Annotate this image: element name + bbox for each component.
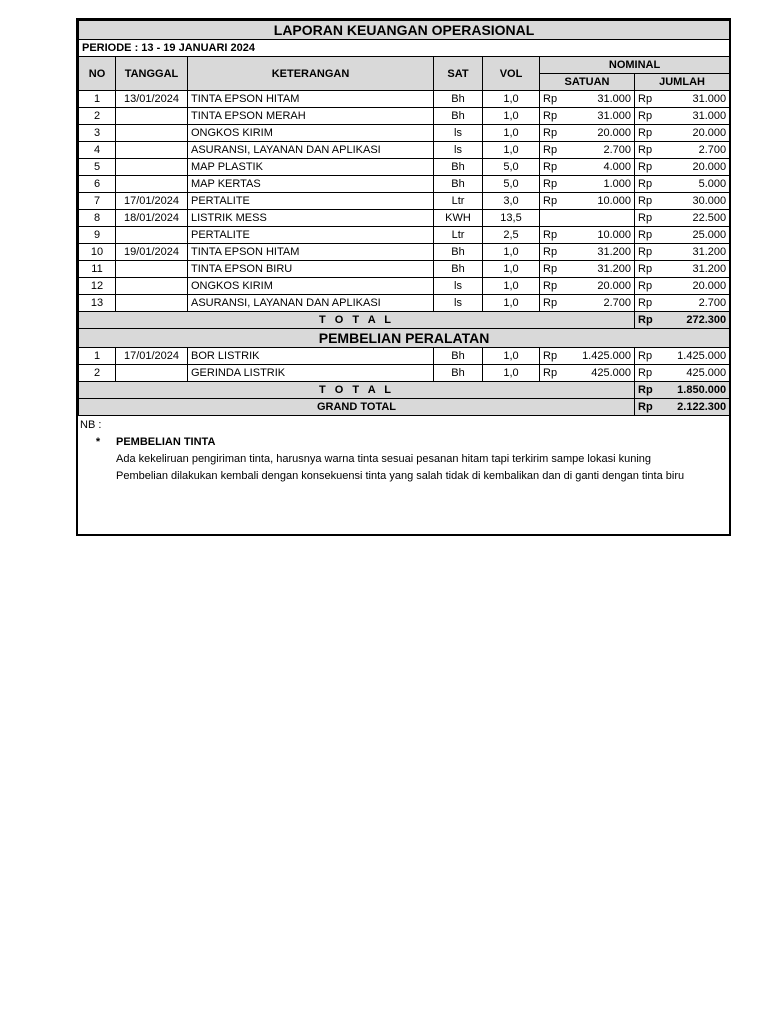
row-unit: ls: [434, 142, 483, 159]
table-row: [79, 125, 730, 142]
row-satuan-value: [569, 210, 635, 227]
row-jumlah-currency: Rp: [635, 125, 664, 142]
row-satuan-currency: Rp: [540, 125, 569, 142]
row-jumlah-currency: Rp: [635, 261, 664, 278]
peralatan-rows: [79, 348, 730, 382]
row-date: [116, 261, 188, 278]
row-satuan-currency: Rp: [540, 159, 569, 176]
report-period: PERIODE : 13 - 19 JANUARI 2024: [79, 40, 730, 57]
row-description: TINTA EPSON HITAM: [188, 244, 434, 261]
row-satuan-value: 31.200: [569, 244, 635, 261]
row-description: BOR LISTRIK: [188, 348, 434, 365]
header-sat: SAT: [434, 57, 483, 91]
row-jumlah-value: 2.700: [664, 142, 730, 159]
table-row: [79, 295, 730, 312]
row-date: [116, 365, 188, 382]
row-description: MAP PLASTIK: [188, 159, 434, 176]
notes-label: NB :: [80, 419, 102, 431]
row-no: 5: [79, 159, 116, 176]
row-description: ONGKOS KIRIM: [188, 125, 434, 142]
row-description: ONGKOS KIRIM: [188, 278, 434, 295]
row-volume: 5,0: [483, 176, 540, 193]
table-row: [79, 244, 730, 261]
row-unit: Bh: [434, 365, 483, 382]
row-date: [116, 176, 188, 193]
row-satuan-currency: Rp: [540, 176, 569, 193]
row-volume: 1,0: [483, 91, 540, 108]
row-unit: ls: [434, 278, 483, 295]
row-description: LISTRIK MESS: [188, 210, 434, 227]
row-satuan-value: 425.000: [569, 365, 635, 382]
row-jumlah-value: 20.000: [664, 278, 730, 295]
row-no: 12: [79, 278, 116, 295]
row-unit: Bh: [434, 91, 483, 108]
row-jumlah-value: 31.200: [664, 261, 730, 278]
row-jumlah-currency: Rp: [635, 176, 664, 193]
grand-total-rp: Rp: [635, 399, 664, 416]
header-jumlah: JUMLAH: [635, 74, 730, 91]
row-volume: 5,0: [483, 159, 540, 176]
row-volume: 1,0: [483, 261, 540, 278]
row-volume: 1,0: [483, 108, 540, 125]
row-satuan-currency: Rp: [540, 108, 569, 125]
table-row: [79, 193, 730, 210]
row-date: 13/01/2024: [116, 91, 188, 108]
row-description: ASURANSI, LAYANAN DAN APLIKASI: [188, 142, 434, 159]
operasional-rows: [79, 91, 730, 312]
report-title: LAPORAN KEUANGAN OPERASIONAL: [79, 21, 730, 40]
row-no: 6: [79, 176, 116, 193]
row-no: 1: [79, 348, 116, 365]
notes-bullet: *: [95, 436, 101, 448]
row-jumlah-currency: Rp: [635, 108, 664, 125]
row-satuan-currency: Rp: [540, 261, 569, 278]
row-unit: Ltr: [434, 227, 483, 244]
row-date: [116, 125, 188, 142]
row-jumlah-value: 31.000: [664, 108, 730, 125]
row-volume: 2,5: [483, 227, 540, 244]
row-jumlah-currency: Rp: [635, 210, 664, 227]
row-no: 2: [79, 365, 116, 382]
row-volume: 1,0: [483, 278, 540, 295]
row-description: TINTA EPSON BIRU: [188, 261, 434, 278]
row-satuan-currency: Rp: [540, 278, 569, 295]
row-satuan-value: 2.700: [569, 295, 635, 312]
header-keterangan: KETERANGAN: [188, 57, 434, 91]
row-unit: Bh: [434, 159, 483, 176]
row-unit: Ltr: [434, 193, 483, 210]
table-row: [79, 108, 730, 125]
row-volume: 3,0: [483, 193, 540, 210]
row-no: 4: [79, 142, 116, 159]
header-vol: VOL: [483, 57, 540, 91]
notes-section: [78, 416, 729, 486]
row-volume: 1,0: [483, 295, 540, 312]
row-jumlah-value: 22.500: [664, 210, 730, 227]
row-jumlah-value: 31.200: [664, 244, 730, 261]
row-satuan-value: 31.000: [569, 108, 635, 125]
row-satuan-currency: Rp: [540, 91, 569, 108]
row-satuan-currency: Rp: [540, 193, 569, 210]
row-satuan-currency: Rp: [540, 244, 569, 261]
grand-total-value: 2.122.300: [664, 399, 730, 416]
total-peralatan-label: T O T A L: [79, 382, 635, 399]
row-date: [116, 159, 188, 176]
row-jumlah-value: 20.000: [664, 125, 730, 142]
row-volume: 1,0: [483, 348, 540, 365]
row-satuan-value: 20.000: [569, 125, 635, 142]
row-jumlah-value: 5.000: [664, 176, 730, 193]
row-satuan-value: 10.000: [569, 193, 635, 210]
peralatan-title: PEMBELIAN PERALATAN: [79, 329, 730, 348]
row-description: TINTA EPSON HITAM: [188, 91, 434, 108]
row-no: 9: [79, 227, 116, 244]
row-volume: 1,0: [483, 244, 540, 261]
row-unit: Bh: [434, 176, 483, 193]
row-satuan-value: 2.700: [569, 142, 635, 159]
total-operasional-label: T O T A L: [79, 312, 635, 329]
row-jumlah-value: 30.000: [664, 193, 730, 210]
row-date: [116, 278, 188, 295]
table-row: [79, 365, 730, 382]
table-row: [79, 261, 730, 278]
row-description: GERINDA LISTRIK: [188, 365, 434, 382]
grand-total-label: GRAND TOTAL: [79, 399, 635, 416]
row-no: 1: [79, 91, 116, 108]
row-satuan-currency: Rp: [540, 142, 569, 159]
row-satuan-currency: Rp: [540, 227, 569, 244]
row-satuan-value: 4.000: [569, 159, 635, 176]
row-volume: 1,0: [483, 142, 540, 159]
header-satuan: SATUAN: [540, 74, 635, 91]
row-description: TINTA EPSON MERAH: [188, 108, 434, 125]
header-nominal: NOMINAL: [540, 57, 730, 74]
row-date: 17/01/2024: [116, 348, 188, 365]
total-peralatan-rp: Rp: [635, 382, 664, 399]
row-jumlah-currency: Rp: [635, 193, 664, 210]
row-no: 8: [79, 210, 116, 227]
row-jumlah-currency: Rp: [635, 244, 664, 261]
total-operasional-value: 272.300: [664, 312, 730, 329]
table-row: [79, 91, 730, 108]
row-satuan-value: 31.000: [569, 91, 635, 108]
row-date: [116, 142, 188, 159]
row-satuan-currency: Rp: [540, 348, 569, 365]
row-satuan-value: 10.000: [569, 227, 635, 244]
row-jumlah-currency: Rp: [635, 227, 664, 244]
table-row: [79, 142, 730, 159]
row-satuan-value: 1.425.000: [569, 348, 635, 365]
row-satuan-currency: Rp: [540, 295, 569, 312]
header-tanggal: TANGGAL: [116, 57, 188, 91]
row-date: [116, 227, 188, 244]
table-row: [79, 176, 730, 193]
row-jumlah-currency: Rp: [635, 142, 664, 159]
table-row: [79, 159, 730, 176]
row-description: PERTALITE: [188, 227, 434, 244]
row-jumlah-value: 25.000: [664, 227, 730, 244]
row-unit: ls: [434, 125, 483, 142]
total-peralatan-value: 1.850.000: [664, 382, 730, 399]
row-jumlah-currency: Rp: [635, 278, 664, 295]
row-no: 2: [79, 108, 116, 125]
row-jumlah-value: 1.425.000: [664, 348, 730, 365]
row-satuan-value: 20.000: [569, 278, 635, 295]
row-no: 11: [79, 261, 116, 278]
row-description: MAP KERTAS: [188, 176, 434, 193]
row-jumlah-value: 20.000: [664, 159, 730, 176]
table-row: [79, 210, 730, 227]
row-jumlah-currency: Rp: [635, 159, 664, 176]
row-date: [116, 108, 188, 125]
report-sheet: [76, 18, 731, 536]
row-volume: 1,0: [483, 125, 540, 142]
row-jumlah-value: 31.000: [664, 91, 730, 108]
notes-line-2: Pembelian dilakukan kembali dengan konsekuensi tinta yang salah tidak di kembalikan dan di ganti dengan tinta biru: [116, 470, 685, 482]
row-no: 7: [79, 193, 116, 210]
row-no: 13: [79, 295, 116, 312]
row-no: 10: [79, 244, 116, 261]
row-jumlah-currency: Rp: [635, 91, 664, 108]
row-unit: Bh: [434, 261, 483, 278]
row-unit: Bh: [434, 348, 483, 365]
row-satuan-currency: [540, 210, 569, 227]
row-satuan-value: 31.200: [569, 261, 635, 278]
header-no: NO: [79, 57, 116, 91]
row-description: PERTALITE: [188, 193, 434, 210]
row-unit: KWH: [434, 210, 483, 227]
notes-heading: PEMBELIAN TINTA: [116, 436, 216, 448]
row-volume: 1,0: [483, 365, 540, 382]
row-jumlah-value: 425.000: [664, 365, 730, 382]
notes-line-1: Ada kekeliruan pengiriman tinta, harusnya warna tinta sesuai pesanan hitam tapi terkirim sampe lokasi kuning: [116, 453, 652, 465]
row-date: 17/01/2024: [116, 193, 188, 210]
report-table: [78, 20, 730, 416]
row-satuan-currency: Rp: [540, 365, 569, 382]
row-unit: ls: [434, 295, 483, 312]
row-unit: Bh: [434, 244, 483, 261]
row-date: [116, 295, 188, 312]
row-satuan-value: 1.000: [569, 176, 635, 193]
table-row: [79, 278, 730, 295]
row-description: ASURANSI, LAYANAN DAN APLIKASI: [188, 295, 434, 312]
row-no: 3: [79, 125, 116, 142]
row-jumlah-currency: Rp: [635, 348, 664, 365]
table-row: [79, 227, 730, 244]
row-date: 18/01/2024: [116, 210, 188, 227]
row-jumlah-value: 2.700: [664, 295, 730, 312]
row-jumlah-currency: Rp: [635, 295, 664, 312]
row-volume: 13,5: [483, 210, 540, 227]
row-jumlah-currency: Rp: [635, 365, 664, 382]
row-unit: Bh: [434, 108, 483, 125]
row-date: 19/01/2024: [116, 244, 188, 261]
table-row: [79, 348, 730, 365]
total-operasional-rp: Rp: [635, 312, 664, 329]
